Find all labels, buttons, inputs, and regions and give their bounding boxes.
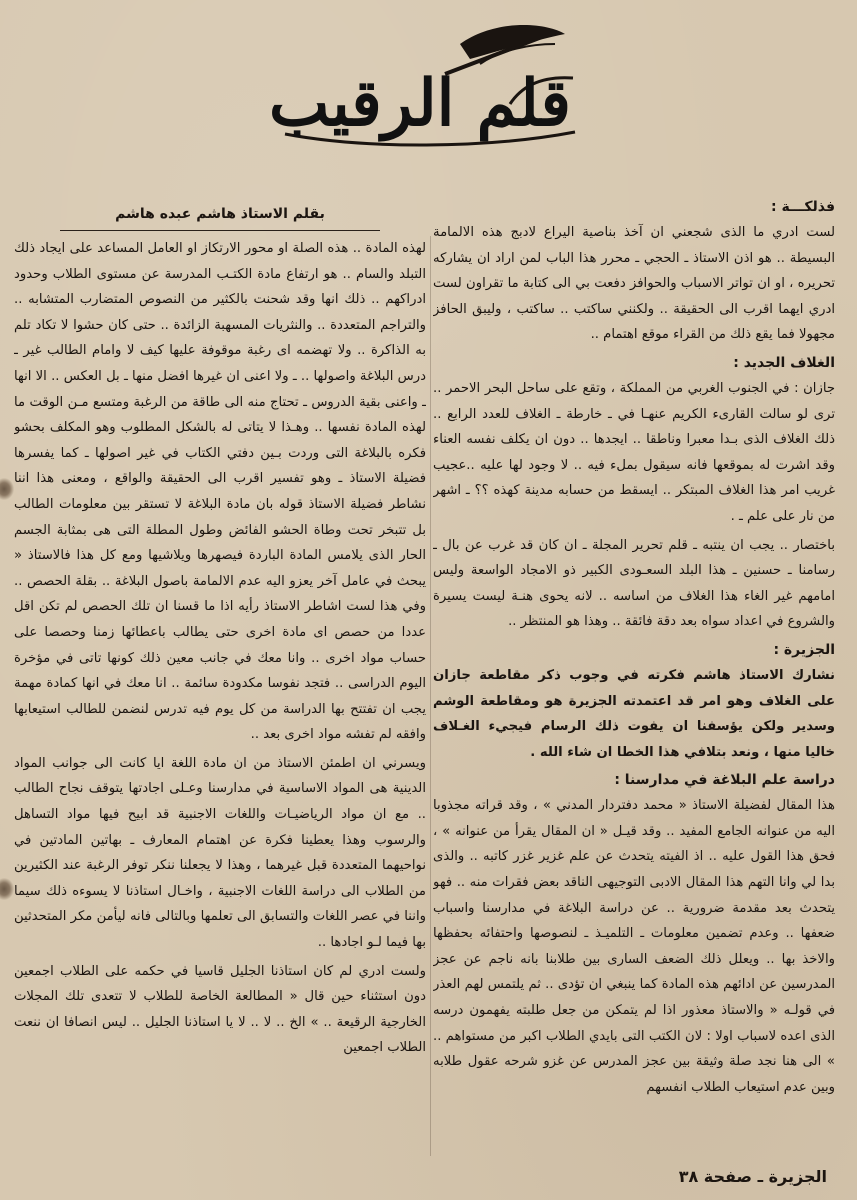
masthead-title: قلم الرقيب <box>269 66 571 141</box>
editor-note: نشارك الاستاذ هاشم فكرته في وجوب ذكر مقاطعة جازان على الغلاف وهو امر قد اعتمدته الجزيرة هو ومقاطعة الوشم وسدير ولكن يؤسفنا ان يفوت ذلك الرسام فيجيء الغـلاف خاليا منها ، ونعد بتلافي هذا الخطا ان شاء الله . <box>433 667 835 760</box>
byline-rule <box>60 230 380 231</box>
section-heading: دراسة علم البلاغة في مدارسنا : <box>614 772 835 789</box>
paragraph: لست ادري ما الذى شجعني ان آخذ بناصية اليراع لادبج هذه الالمامة البسيطة .. هو اذن الاستاذ ـ الحجي ـ محرر هذا الباب لمن اراد ان يشاركه تحريره ، او ان تواتر الاسباب والحوافز دفعت بي الى كتابة ما تقراون لست ادري ايهما اقرب الى الحقيقة .. ولكنني ساكتب .. ساكتب ، وليبق الحافز مجهولا فما يقع ذلك من القراء موقع اهتمام .. <box>433 225 835 343</box>
binding-hole <box>0 478 14 500</box>
section-heading: فذلكـــة : <box>771 199 835 215</box>
page-footer: الجزيرة ـ صفحة ٣٨ <box>678 1167 827 1186</box>
paragraph: هذا المقال لفضيلة الاستاذ « محمد دفتردار المدني » ، وقد قراته مجذوبا اليه من عنوانه الجامع المفيد .. وقد قيـل « ان المقال يقرأ من عنوانه » ، فحق هذا القول عليه .. اذ الفيته يتحدث عن علم غزير غزر كاتبه .. والذى بدا لي وانا التهم هذا المقال الادبى التوجيهى الناقد بعض فقرات منه .. فهو يتحدث بعد مقدمة ضرورية .. عن دراسة البلاغة في مدارسنا واسباب ضعفها .. وعدم تضمين معلومات ـ التلميـذ ـ لنصوصها واحتفائه بحفظها والاخذ بها .. ويعلل ذلك الضعف السارى بين طلابنا بانه ناجم عن عجز المدرسين عن ادائهم هذه المادة كما ينبغي ان تؤدى .. ثم يلتمس لهم العذر في قولـه « والاستاذ معذور اذا لم يتمكن من جعل طلبته يفهمون درسه الذى اعده لاسباب اولا : لان الكتب التى بايدي الطلاب اكبر من مستواهم .. » الى هنا نجد صلة وثيقة بين عجز المدرس عن غزو شرحه عقول طلابه وبين عدم استيعاب الطلاب انفسهم <box>433 798 835 1095</box>
paragraph: ويسرني ان اطمئن الاستاذ من ان مادة اللغة ايا كانت الى جوانب المواد الدينية هى المواد الاساسية في مدارسنا وعـلى اجادتها يتوقف نجاح الطالب .. مع ان مواد الرياضيـات واللغات الاجنبية قد ابيح فيها مواد التساهل والرسوب وهذا يعطينا فكرة عن اهتمام المعارف ـ بهاتين المادتين في نواحيهما المتعددة قبل غيرهما ، وهذا لا يجعلنا ننكر توفر الرغبة عند الكثيرين من الطلاب الى دراسة اللغات الاجنبية ، واخـال استاذنا لا يسوءه ذلك سيما واننا في عصر اللغات والتسابق الى تعلمها وبالتالى فانه ليأمن مكر المتحدثين بها فيما لـو اجادها .. <box>14 755 426 951</box>
masthead <box>255 14 585 164</box>
paragraph: لهذه المادة .. هذه الصلة او محور الارتكاز او العامل المساعد على ايجاد ذلك التبلد والسام .. هو ارتفاع مادة الكتـب المدرسة عن مستوى الطلاب وحدود ادراكهم .. ذلك انها وقد شحنت بالكثير من النصوص المتضارب المتشابه .. والتراجم المتعددة .. والنثريات المسهبة الزائدة .. حتى كان حشوا لا تكاد تلم به الذاكرة .. ولا تهضمه اى رغبة موقوفة عليها كيف لا وامام الطالب غير ـ درس البلاغة واصولها .. ـ ولا اعنى ان غيرها افضل منها ـ بل العكس .. الا انها ـ واعنى بقية الدروس ـ تحتاج منه الى طاقة من الرغبة ومتسع مـن الوقت ما لهذه المادة نفسها .. وهـذا لا يتاتى له بالشكل المطلوب وهو المكلف بحشو فكره بالبلاغة التى وردت بـين دفتي الكتاب في غير اصولها ـ كما يفسرها فضيلة الاستاذ ـ وهو تفسير اقرب الى الحقيقة والواقع ، ومعنى هذا اننا نشاطر فضيلة الاستاذ قوله بان مادة البلاغة لا تستقر بين معلومات الطالب بل تتبخر تحت وطاة الحشو الفائض وطول المطلة التى هى بمثابة الجسم الحار الذى يلامس المادة الباردة فيصهرها ويلاشيها ومع كل هذا فالاستاذ « يبحث في عامل آخر يعزو اليه عدم الالمامة باصول البلاغة .. بقلة الحصص .. وفي هذا لست اشاطر الاستاذ رأيه اذا ما قسنا ان تلك الحصص لم تكن اقل عددا من حصص اى مادة اخرى حتى يطالب باعطائها زمنا وحصصا على حساب مواد اخرى .. وانا معك في جانب معين ذلك كونها تاتى في مؤخرة اليوم الدراسى .. فتجد نفوسا مكدودة سائمة .. انا معك في انها كمادة مهمة يجب ان تفتتح بها الدراسة من كل يوم فيه تدرس لنضمن للطالب استيعابها وافقه لم تفشه مواد اخرى بعد .. <box>14 241 426 743</box>
binding-hole <box>0 878 14 900</box>
section-heading: الجزيرة : <box>773 641 835 658</box>
right-column <box>433 195 835 1155</box>
byline: بقلم الاستاذ هاشم عبده هاشم <box>115 206 325 222</box>
section-heading: الغلاف الجديد : <box>733 354 835 371</box>
left-column <box>14 236 426 1156</box>
paragraph: باختصار .. يجب ان ينتبه ـ قلم تحرير المجلة ـ ان كان قد غرب عن بال ـ رسامنا ـ حسنين ـ هذا البلد السعـودى الكبير ذو الامجاد الواسعة وليس امامهم غير الغاء هذا الغلاف من اساسه .. لانه يحوى هنـة ليست يسيرة والشروع في اعداد سواه بعد دقة فائقة .. وهذا هو المنتظر .. <box>433 537 835 630</box>
column-divider <box>430 236 431 1156</box>
paragraph: جازان : في الجنوب الغربي من المملكة ، وتقع على ساحل البحر الاحمر .. ترى لو سالت القارىء الكريم عنهـا في ـ خارطة ـ الغلاف للعدد الرابع .. ذلك الغلاف الذى بـدا معبرا وناطقا .. ايجدها .. دون ان يكلف نفسه العناء وقد اشرت له بموقعها فانه سيقول بملء فيه .. لا وجود لها عليه ..عجيب غريب امر هذا الغلاف المبتكر .. ايسقط من حسابه مدينة كهذه ؟؟ ـ اشهر من نار على علم ـ . <box>433 380 835 524</box>
paragraph: ولست ادري لم كان استاذنا الجليل قاسيا في حكمه على الطلاب اجمعين دون استثناء حين قال « المطالعة الخاصة للطلاب لا تتعدى تلك المجلات الخارجية الرقيعة .. » الخ .. لا .. لا يا استاذنا الجليل .. ليس انصافا ان ننعت الطلاب اجمعين <box>14 963 426 1056</box>
